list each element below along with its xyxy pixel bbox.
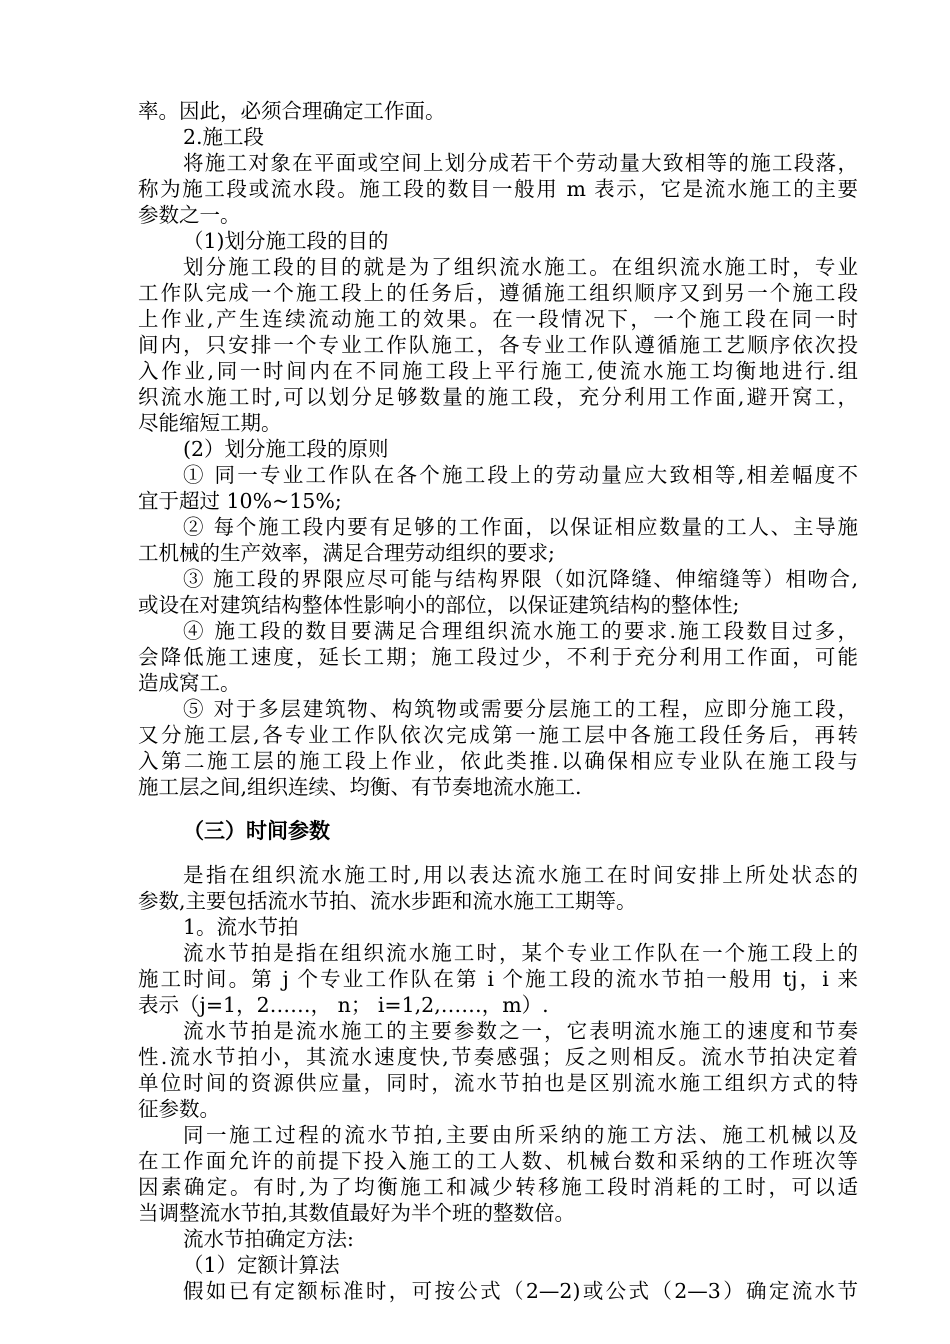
text-line: 将施工对象在平面或空间上划分成若干个劳动量大致相等的施工段落， [183,151,858,175]
subsection-title: （1）定额计算法 [183,1253,340,1277]
list-item-3: ③ 施工段的界限应尽可能与结构界限（如沉降缝、伸缩缝等）相吻合, [183,567,858,591]
list-item-5: ⑤ 对于多层建筑物、构筑物或需要分层施工的工程，应即分施工段， [183,697,858,721]
text-line: 是指在组织流水施工时,用以表达流水施工在时间安排上所处状态的 [183,863,858,887]
text-line: 工作队完成一个施工段上的任务后，遵循施工组织顺序又到另一个施工段 [138,281,858,305]
text-line: 施工时间。第 j 个专业工作队在第 i 个施工段的流水节拍一般用 tj，i 来 [138,967,858,991]
text-line: 参数,主要包括流水节拍、流水步距和流水施工工期等。 [138,889,637,913]
text-line: 称为施工段或流水段。施工段的数目一般用 m 表示，它是流水施工的主要 [138,177,858,201]
text-line: 率。因此，必须合理确定工作面。 [138,99,446,123]
text-line: 参数之一。 [138,203,241,227]
text-line: 又分施工层,各专业工作队依次完成第一施工层中各施工段任务后，再转 [138,723,858,747]
text-line: 征参数。 [138,1097,220,1121]
text-line: 单位时间的资源供应量，同时，流水节拍也是区别流水施工组织方式的特 [138,1071,858,1095]
text-line: 同一施工过程的流水节拍,主要由所采纳的施工方法、施工机械以及 [183,1123,858,1147]
text-line: 间内，只安排一个专业工作队施工，各专业工作队遵循施工艺顺序依次投 [138,333,858,357]
text-line: 流水节拍是指在组织流水施工时，某个专业工作队在一个施工段上的 [183,941,858,965]
subsection-title: (2）划分施工段的原则 [183,437,389,461]
text-line: 会降低施工速度，延长工期；施工段过少，不利于充分利用工作面，可能 [138,645,858,669]
list-item-4: ④ 施工段的数目要满足合理组织流水施工的要求.施工段数目过多， [183,619,858,643]
text-line: 工机械的生产效率，满足合理劳动组织的要求; [138,541,555,565]
text-line: 假如已有定额标准时，可按公式（2—2)或公式（2—3）确定流水节 [183,1279,858,1303]
text-line: 上作业,产生连续流动施工的效果。在一段情况下，一个施工段在同一时 [138,307,858,331]
section-title-flow-beat: 1。流水节拍 [183,915,299,939]
text-line: 因素确定。有时,为了均衡施工和减少转移施工段时消耗的工时，可以适 [138,1175,858,1199]
text-line: 在工作面允许的前提下投入施工的工人数、机械台数和采纳的工作班次等 [138,1149,858,1173]
text-line: 当调整流水节拍,其数值最好为半个班的整数倍。 [138,1201,576,1225]
text-line: 入作业,同一时间内在不同施工段上平行施工,使流水施工均衡地进行.组 [138,359,858,383]
subsection-title: （1)划分施工段的目的 [183,229,389,253]
text-line: 或设在对建筑结构整体性影响小的部位，以保证建筑结构的整体性; [138,593,740,617]
text-line: 宜于超过 10%~15%; [138,489,342,513]
list-item-2: ② 每个施工段内要有足够的工作面，以保证相应数量的工人、主导施 [183,515,858,539]
text-line: 尽能缩短工期。 [138,411,282,435]
text-line: 流水节拍确定方法: [183,1227,354,1251]
text-line: 表示（j=1，2……， n； i=1,2,……，m）. [138,993,549,1017]
text-line: 织流水施工时,可以划分足够数量的施工段，充分利用工作面,避开窝工， [138,385,858,409]
text-line: 流水节拍是流水施工的主要参数之一，它表明流水施工的速度和节奏 [183,1019,858,1043]
text-line: 划分施工段的目的就是为了组织流水施工。在组织流水施工时，专业 [183,255,858,279]
text-line: 施工层之间,组织连续、均衡、有节奏地流水施工. [138,775,582,799]
section-title-construction-segment: 2.施工段 [183,125,265,149]
list-item-1: ① 同一专业工作队在各个施工段上的劳动量应大致相等,相差幅度不 [183,463,858,487]
text-line: 造成窝工。 [138,671,241,695]
text-line: 入第二施工层的施工段上作业，依此类推.以确保相应专业队在施工段与 [138,749,858,773]
text-line: 性.流水节拍小，其流水速度快,节奏感强；反之则相反。流水节拍决定着 [138,1045,858,1069]
section-heading-time-parameters: （三）时间参数 [183,819,330,843]
